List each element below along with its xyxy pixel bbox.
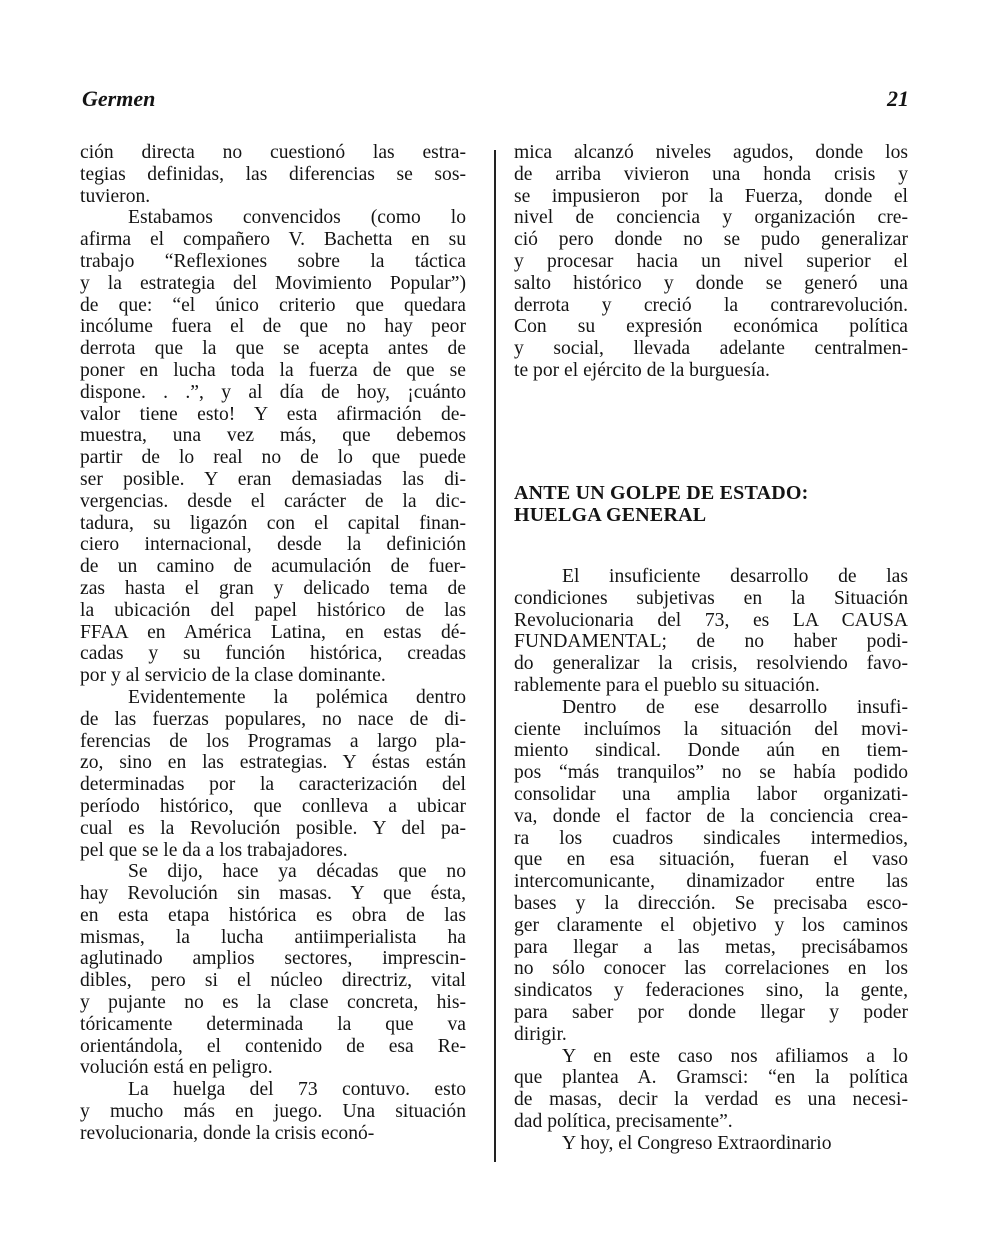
text-line: de arriba vivieron una honda crisis y (514, 163, 908, 185)
paragraph (514, 142, 908, 382)
text-line: Se dijo, hace ya décadas que no (128, 861, 466, 883)
text-line: aglutinado amplios sectores, imprescin- (80, 948, 466, 970)
text-line: La huelga del 73 contuvo. esto (128, 1079, 466, 1101)
text-line: afirma el compañero V. Bachetta en su (80, 229, 466, 251)
section-heading-line: ANTE UN GOLPE DE ESTADO: (514, 482, 809, 504)
paragraph (80, 207, 466, 687)
text-line: cadas y su función histórica, creadas (80, 643, 466, 665)
paragraph (514, 1133, 908, 1155)
text-line: orientándola, el contenido de esa Re- (80, 1035, 466, 1057)
text-line: salto histórico y donde se generó una (514, 272, 908, 294)
text-line: de masas, decir la verdad es una necesi- (514, 1089, 908, 1111)
text-line: intercomunicante, dinamizador entre las (514, 871, 908, 893)
text-line: la ubicación del papel histórico de las (80, 599, 466, 621)
text-line: do generalizar la crisis, resolviendo favo- (514, 653, 908, 675)
paragraph (80, 1079, 466, 1144)
text-line: mica alcanzó niveles agudos, donde los (514, 142, 908, 163)
text-line: para saber por donde llegar y poder (514, 1001, 908, 1023)
text-line: y pujante no es la clase concreta, his- (80, 992, 466, 1014)
right-column-bottom (514, 566, 908, 1155)
section-heading (514, 482, 808, 526)
text-line: determinadas por la caracterización del (80, 774, 466, 796)
text-line: nivel de conciencia y organización cre- (514, 207, 908, 229)
section-heading-line: HUELGA GENERAL (514, 504, 707, 526)
text-line: que plantea A. Gramsci: “en la política (514, 1067, 908, 1089)
text-line: en esta etapa histórica es obra de las (80, 904, 466, 926)
text-line: derrota que la que se acepta antes de (80, 338, 466, 360)
text-line: FFAA en América Latina, en estas dé- (80, 621, 466, 643)
text-line: dispone. . .”, y al día de hoy, ¡cuánto (80, 381, 466, 403)
paragraph (514, 1046, 908, 1133)
text-line: muestra, una vez más, que debemos (80, 425, 466, 447)
text-line: dad política, precisamente”. (514, 1110, 733, 1132)
text-line: sindicatos y federaciones sino, la gente, (514, 980, 908, 1002)
text-line: que en esa situación, fueran el vaso (514, 849, 908, 871)
text-line: y mucho más en juego. Una situación (80, 1101, 466, 1123)
text-line: poner en lucha toda la fuerza de que se (80, 359, 466, 381)
text-line: hay Revolución sin masas. Y que ésta, (80, 883, 466, 905)
text-line: dirigir. (514, 1023, 567, 1045)
left-column (80, 142, 466, 1145)
text-line: tadura, su ligazón con el capital finan- (80, 512, 466, 534)
text-line: zo, sino en las estrategias. Y éstas están (80, 752, 466, 774)
text-line: ra los cuadros sindicales intermedios, (514, 827, 908, 849)
text-line: no sólo conocer las correlaciones en los (514, 958, 908, 980)
text-line: pos “más tranquilos” no se había podido (514, 762, 908, 784)
text-line: vergencias. desde el carácter de la dic- (80, 490, 466, 512)
paragraph (80, 142, 466, 207)
text-line: va, donde el factor de la conciencia crea- (514, 805, 908, 827)
text-line: incólume fuera el de que no hay peor (80, 316, 466, 338)
text-line: ger claramente el objetivo y los caminos (514, 914, 908, 936)
text-line: El insuficiente desarrollo de las (562, 566, 908, 587)
text-line: partir de lo real no de lo que puede (80, 447, 466, 469)
text-line: derrota y creció la contrarevolución. (514, 294, 908, 316)
text-line: Revolucionaria del 73, es LA CAUSA (514, 609, 908, 631)
text-line: se impusieron por la Fuerza, donde el (514, 185, 908, 207)
text-line: ciero internacional, desde la definición (80, 534, 466, 556)
text-line: dibles, pero si el núcleo directriz, vital (80, 970, 466, 992)
text-line: y procesar hacia un nivel superior el (514, 250, 908, 272)
text-line: consolidar una amplia labor organizati- (514, 783, 908, 805)
text-line: para llegar a las metas, precisábamos (514, 936, 908, 958)
text-line: FUNDAMENTAL; de no haber podi- (514, 631, 908, 653)
text-line: trabajo “Reflexiones sobre la táctica (80, 250, 466, 272)
column-divider (494, 150, 496, 1162)
text-line: Y hoy, el Congreso Extraordinario (562, 1132, 832, 1154)
text-line: por y al servicio de la clase dominante. (80, 665, 386, 687)
text-line: de que: “el único criterio que quedara (80, 294, 466, 316)
text-line: valor tiene esto! Y esta afirmación de- (80, 403, 466, 425)
running-title: Germen (82, 86, 156, 111)
text-line: y social, llevada adelante centralmen- (514, 338, 908, 360)
text-line: te por el ejército de la burguesía. (514, 359, 770, 381)
text-line: Con su expresión económica política (514, 316, 908, 338)
text-line: Y en este caso nos afiliamos a lo (562, 1045, 908, 1067)
text-line: ció pero donde no se pudo generalizar (514, 229, 908, 251)
paragraph (514, 566, 908, 697)
right-column-top (514, 142, 908, 382)
paragraph (80, 687, 466, 861)
text-line: tegias definidas, las diferencias se sos- (80, 163, 466, 185)
text-line: cual es la Revolución posible. Y del pa- (80, 817, 466, 839)
paragraph (80, 861, 466, 1079)
text-line: zas hasta el gran y delicado tema de (80, 577, 466, 599)
text-line: y la estrategia del Movimiento Popular”) (80, 272, 466, 294)
text-line: rablemente para el pueblo su situación. (514, 674, 820, 696)
text-line: ciente incluímos la situación del movi- (514, 718, 908, 740)
text-line: revolucionaria, donde la crisis econó- (80, 1122, 375, 1144)
page-number: 21 (887, 86, 909, 111)
text-line: Dentro de ese desarrollo insufi- (562, 696, 908, 718)
text-line: mismas, la lucha antiimperialista ha (80, 926, 466, 948)
text-line: Evidentemente la polémica dentro (128, 686, 466, 708)
text-line: de un camino de acumulación de fuer- (80, 556, 466, 578)
text-line: de las fuerzas populares, no nace de di- (80, 708, 466, 730)
text-line: período histórico, que conlleva a ubicar (80, 795, 466, 817)
text-line: tóricamente determinada la que va (80, 1013, 466, 1035)
text-line: tuvieron. (80, 185, 151, 207)
text-line: Estabamos convencidos (como lo (128, 207, 466, 229)
text-line: ser posible. Y eran demasiadas las di- (80, 468, 466, 490)
text-line: pel que se le da a los trabajadores. (80, 839, 348, 861)
text-line: condiciones subjetivas en la Situación (514, 587, 908, 609)
paragraph (514, 697, 908, 1046)
text-line: volución está en peligro. (80, 1057, 273, 1079)
text-line: ferencias de los Programas a largo pla- (80, 730, 466, 752)
text-line: ción directa no cuestionó las estra- (80, 142, 466, 163)
text-line: bases y la dirección. Se precisaba esco- (514, 892, 908, 914)
text-line: miento sindical. Donde aún en tiem- (514, 740, 908, 762)
